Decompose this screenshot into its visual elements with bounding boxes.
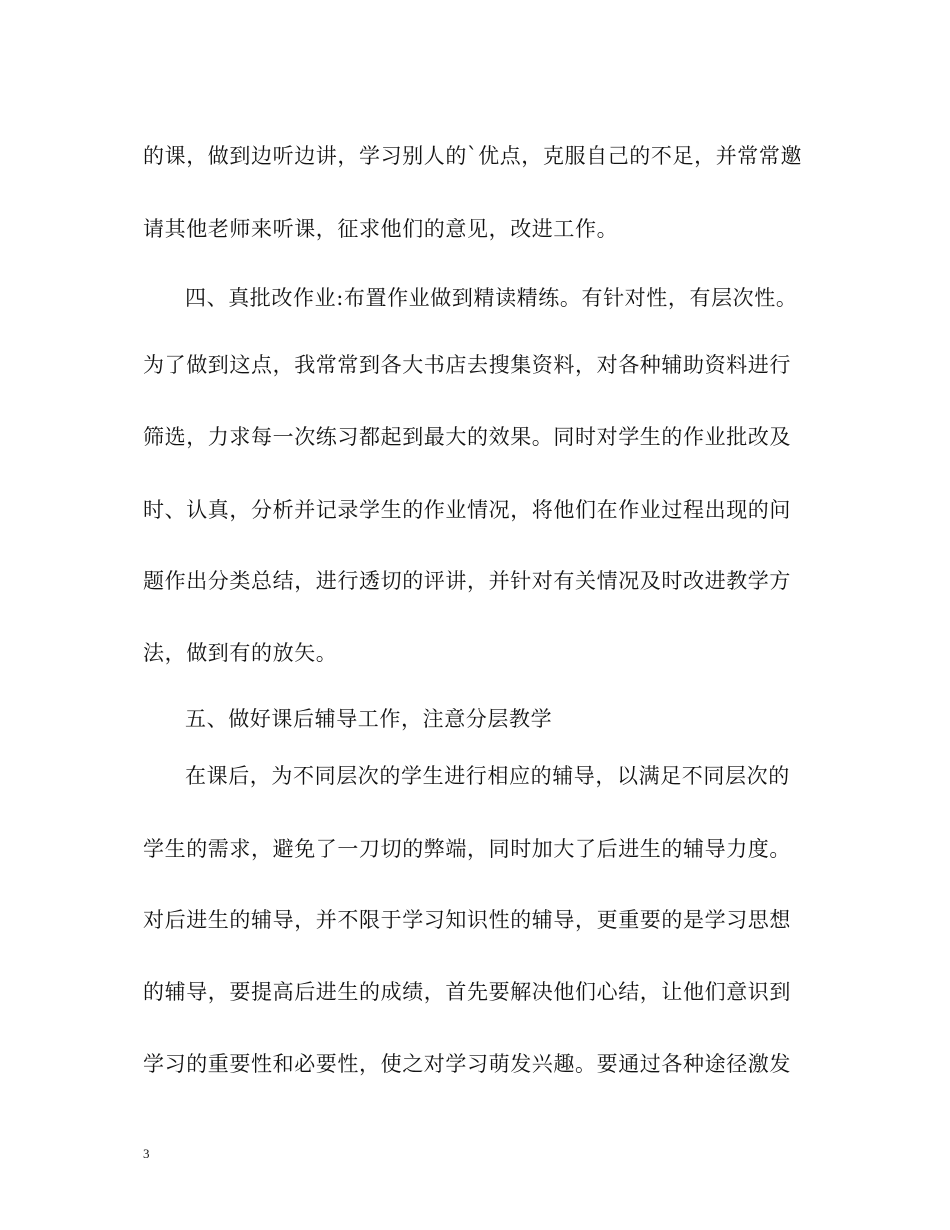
- text-line-14: 学习的重要性和必要性，使之对学习萌发兴趣。要通过各种途径激发: [143, 1052, 791, 1076]
- text-line-2: 请其他老师来听课，征求他们的意见，改进工作。: [143, 217, 619, 241]
- text-line-1: 的课，做到边听边讲，学习别人的`优点，克服自己的不足，并常常邀: [143, 144, 803, 168]
- text-line-12: 对后进生的辅导，并不限于学习知识性的辅导，更重要的是学习思想: [143, 908, 791, 932]
- section-five-heading: 五、做好课后辅导工作，注意分层教学: [185, 707, 553, 731]
- text-line-7: 题作出分类总结，进行透切的评讲，并针对有关情况及时改进教学方: [143, 569, 791, 593]
- text-line-11: 学生的需求，避免了一刀切的弊端，同时加大了后进生的辅导力度。: [143, 837, 791, 861]
- text-line-13: 的辅导，要提高后进生的成绩，首先要解决他们心结，让他们意识到: [143, 980, 791, 1004]
- page-number: 3: [143, 1146, 150, 1161]
- text-line-6: 时、认真，分析并记录学生的作业情况，将他们在作业过程出现的问: [143, 498, 791, 522]
- text-line-5: 筛选，力求每一次练习都起到最大的效果。同时对学生的作业批改及: [143, 425, 791, 449]
- text-line-8: 法，做到有的放矢。: [143, 641, 338, 665]
- text-line-10: 在课后，为不同层次的学生进行相应的辅导，以满足不同层次的: [185, 764, 790, 788]
- text-line-4: 为了做到这点，我常常到各大书店去搜集资料，对各种辅助资料进行: [143, 353, 791, 377]
- section-four-heading: 四、真批改作业:布置作业做到精读精练。有针对性，有层次性。: [185, 286, 798, 310]
